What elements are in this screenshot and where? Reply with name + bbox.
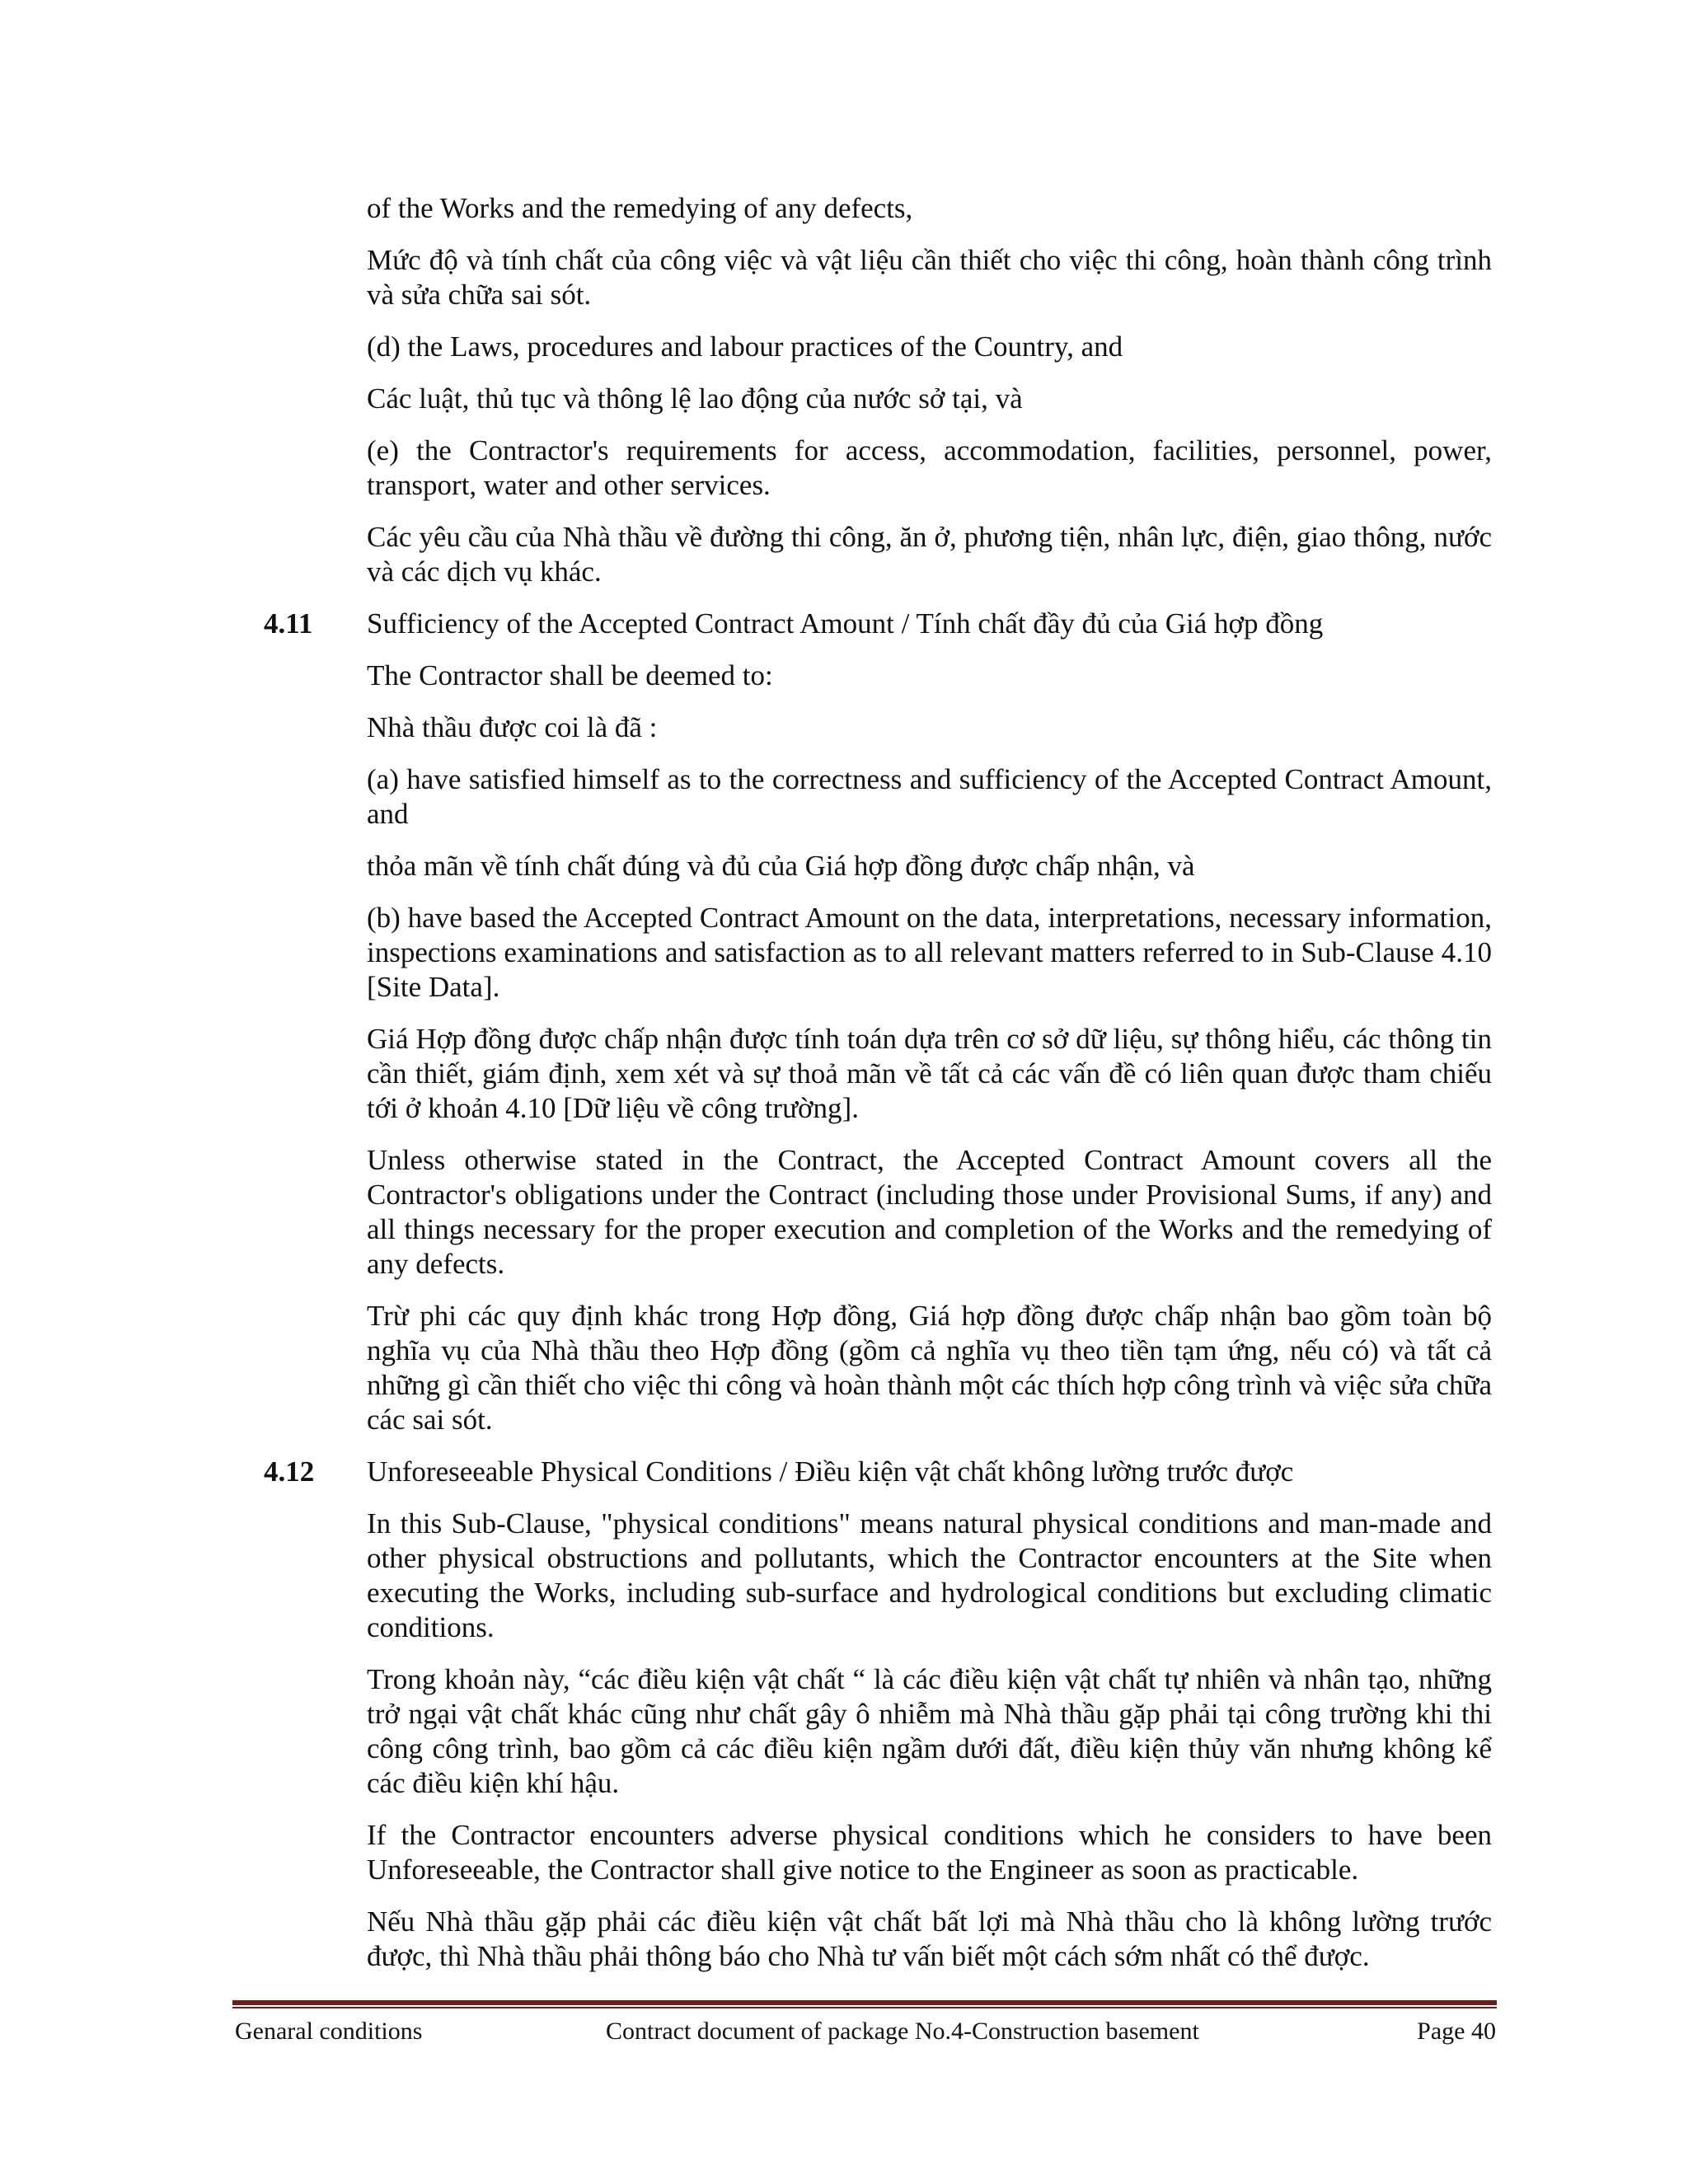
- clause-number: 4.12: [264, 1455, 315, 1488]
- page-body: [264, 191, 1492, 1991]
- paragraph: Trong khoản này, “các điều kiện vật chất “ là các điều kiện vật chất tự nhiên và nhân tạo, những trở ngại vật chất khác cũng như chất gây ô nhiễm mà Nhà thầu gặp phải tại công trường khi thi công công trình, bao gồm cả các điều kiện ngầm dưới đất, điều kiện thủy văn nhưng không kể các điều kiện khí hậu.: [367, 1663, 1492, 1799]
- paragraph: If the Contractor encounters adverse physical conditions which he considers to have been Unforeseeable, the Contractor shall give notice to the Engineer as soon as practicable.: [367, 1819, 1492, 1886]
- clause-title: Unforeseeable Physical Conditions / Điều kiện vật chất không lường trước được: [367, 1455, 1294, 1488]
- paragraph: In this Sub-Clause, "physical conditions" means natural physical conditions and man-made and other physical obstructions and pollutants, which the Contractor encounters at the Site when executing the Works, including sub-surface and hydrological conditions but excluding climatic conditions.: [367, 1507, 1492, 1643]
- paragraph: Các yêu cầu của Nhà thầu về đường thi công, ăn ở, phương tiện, nhân lực, điện, giao thông, nước và các dịch vụ khác.: [367, 521, 1492, 588]
- paragraph: (a) have satisfied himself as to the correctness and sufficiency of the Accepted Contract Amount, and: [367, 763, 1492, 830]
- paragraph: (d) the Laws, procedures and labour practices of the Country, and: [367, 330, 1123, 363]
- footer-divider: [232, 2000, 1497, 2008]
- paragraph: (e) the Contractor's requirements for access, accommodation, facilities, personnel, power, transport, water and other services.: [367, 434, 1492, 501]
- paragraph: The Contractor shall be deemed to:: [367, 659, 773, 691]
- paragraph: Trừ phi các quy định khác trong Hợp đồng, Giá hợp đồng được chấp nhận bao gồm toàn bộ nghĩa vụ của Nhà thầu theo Hợp đồng (gồm cả nghĩa vụ theo tiền tạm ứng, nếu có) và tất cả những gì cần thiết cho việc thi công và hoàn thành một các thích hợp công trình và việc sửa chữa các sai sót.: [367, 1300, 1492, 1436]
- clause-heading: [264, 1455, 1492, 1489]
- clause-4-12: [264, 1455, 1492, 1974]
- clause-4-11: [264, 607, 1492, 1437]
- paragraph: Nhà thầu được coi là đã :: [367, 711, 658, 743]
- footer-document-title: Contract document of package No.4-Construction basement: [606, 2018, 1199, 2045]
- paragraph: Giá Hợp đồng được chấp nhận được tính toán dựa trên cơ sở dữ liệu, sự thông hiểu, các thông tin cần thiết, giám định, xem xét và sự thoả mãn về tất cả các vấn đề có liên quan được tham chiếu tới ở khoản 4.10 [Dữ liệu về công trường].: [367, 1023, 1492, 1124]
- paragraph: of the Works and the remedying of any defects,: [367, 192, 913, 224]
- paragraph: Các luật, thủ tục và thông lệ lao động của nước sở tại, và: [367, 382, 1023, 415]
- paragraph: thỏa mãn về tính chất đúng và đủ của Giá hợp đồng được chấp nhận, và: [367, 850, 1195, 882]
- paragraph: Nếu Nhà thầu gặp phải các điều kiện vật chất bất lợi mà Nhà thầu cho là không lường trước được, thì Nhà thầu phải thông báo cho Nhà tư vấn biết một cách sớm nhất có thể được.: [367, 1905, 1492, 1972]
- clause-title: Sufficiency of the Accepted Contract Amount / Tính chất đầy đủ của Giá hợp đồng: [367, 607, 1324, 640]
- clause-heading: [264, 607, 1492, 641]
- clause-number: 4.11: [264, 607, 313, 640]
- page-footer: [235, 2017, 1496, 2046]
- footer-left-text: Genaral conditions: [235, 2018, 423, 2045]
- page-number: Page 40: [1417, 2018, 1496, 2045]
- paragraph: (b) have based the Accepted Contract Amount on the data, interpretations, necessary information, inspections examinations and satisfaction as to all relevant matters referred to in Sub-Clause 4.10 [Site Data].: [367, 902, 1492, 1003]
- paragraph: Unless otherwise stated in the Contract, the Accepted Contract Amount covers all the Contractor's obligations under the Contract (including those under Provisional Sums, if any) and all things necessary for the proper execution and completion of the Works and the remedying of any defects.: [367, 1144, 1492, 1280]
- paragraph: Mức độ và tính chất của công việc và vật liệu cần thiết cho việc thi công, hoàn thành công trình và sửa chữa sai sót.: [367, 244, 1492, 311]
